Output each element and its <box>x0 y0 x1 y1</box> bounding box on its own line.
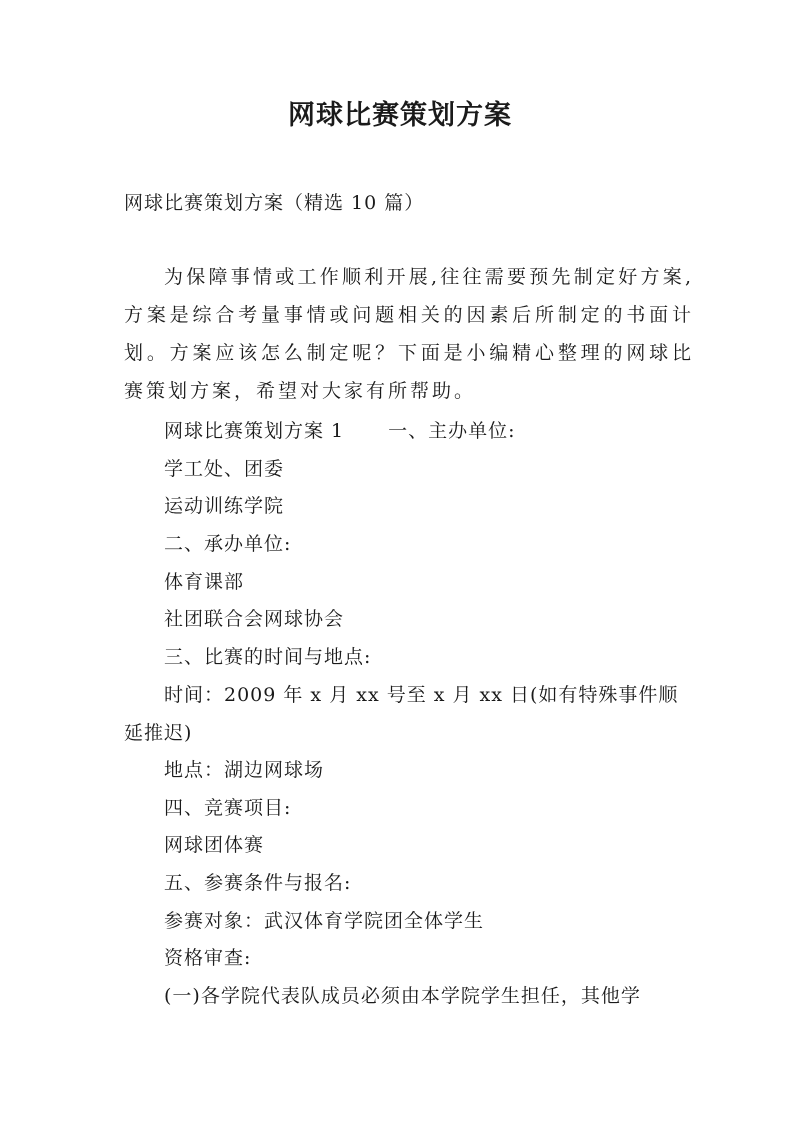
document-title: 网球比赛策划方案 <box>288 100 512 131</box>
event-item: 网球团体赛 <box>164 834 265 856</box>
place-text: 地点：湖边网球场 <box>164 759 325 781</box>
co-organizer-item: 社团联合会网球协会 <box>164 608 345 630</box>
section-1-heading: 网球比赛策划方案 1 <box>164 420 345 442</box>
conditions-heading: 五、参赛条件与报名: <box>164 872 352 894</box>
organizer-item: 运动训练学院 <box>164 495 285 517</box>
co-organizer-heading: 二、承办单位: <box>164 533 292 555</box>
events-heading: 四、竞赛项目: <box>164 797 292 819</box>
qualification-heading: 资格审查: <box>164 947 252 969</box>
document-subtitle: 网球比赛策划方案（精选 10 篇） <box>124 192 425 214</box>
intro-paragraph: 为保障事情或工作顺利开展,往往需要预先制定好方案,方案是综合考量事情或问题相关的因素后所制定的书面计划。方案应该怎么制定呢？下面是小编精心整理的网球比赛策划方案，希望对大家有所帮助。 <box>124 266 694 402</box>
rule-1-text: (一)各学院代表队成员必须由本学院学生担任，其他学 <box>164 985 641 1007</box>
organizer-heading: 一、主办单位: <box>388 420 516 442</box>
time-place-heading: 三、比赛的时间与地点: <box>164 646 372 668</box>
co-organizer-item: 体育课部 <box>164 571 245 593</box>
organizer-item: 学工处、团委 <box>164 458 285 480</box>
section-1-heading-line <box>164 416 516 446</box>
participants-text: 参赛对象：武汉体育学院团全体学生 <box>164 910 485 932</box>
time-text: 时间：2009 年 x 月 xx 号至 x 月 xx 日(如有特殊事件顺延推迟) <box>124 684 679 744</box>
